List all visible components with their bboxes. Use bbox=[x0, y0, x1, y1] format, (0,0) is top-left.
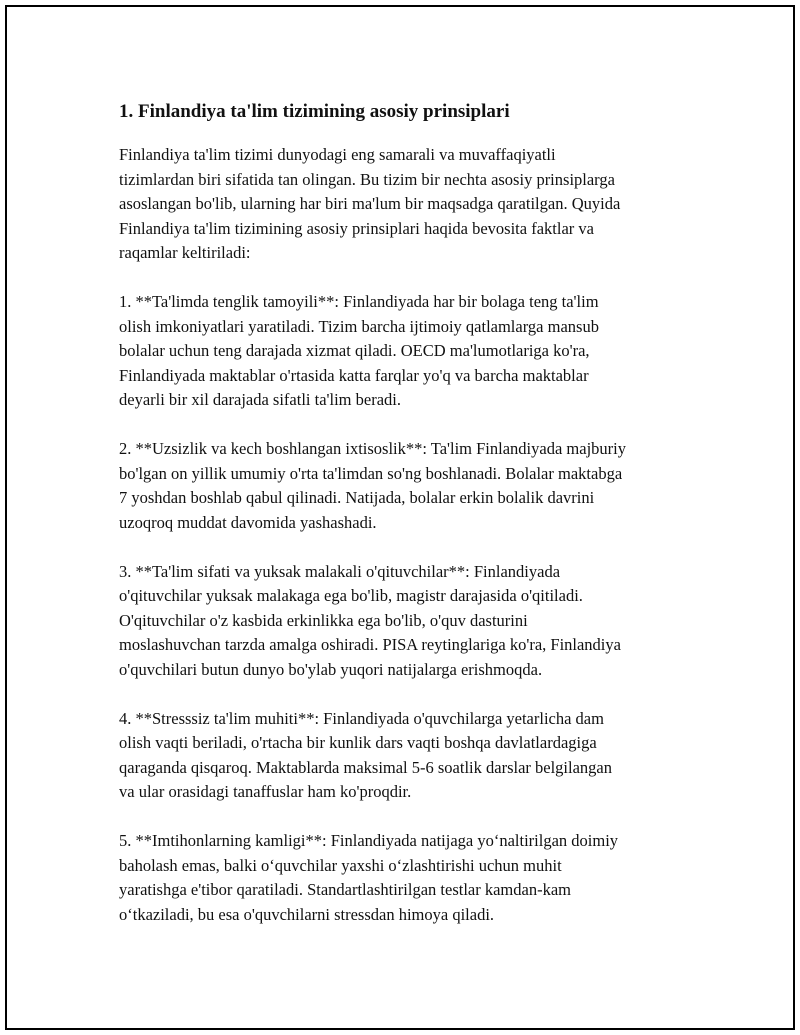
section-heading: 1. Finlandiya ta'lim tizimining asosiy prinsiplari bbox=[119, 101, 510, 122]
page-frame bbox=[5, 5, 795, 1030]
principle-4-paragraph: 4. **Stresssiz ta'lim muhiti**: Finlandiyada o'quvchilarga yetarlicha dam olish vaqti beriladi, o'rtacha bir kunlik dars vaqti boshqa davlatlardagiga qaraganda qisqaroq. Maktablarda maksimal 5-6 soatlik darslar belgilangan va ular orasidagi tanaffuslar ham ko'proqdir. bbox=[119, 708, 613, 801]
document-body bbox=[119, 99, 699, 952]
principle-2-paragraph: 2. **Uzsizlik va kech boshlangan ixtisoslik**: Ta'lim Finlandiyada majburiy bo'lgan on yillik umumiy o'rta ta'limdan so'ng boshlanadi. Bolalar maktabga 7 yoshdan boshlab qabul qilinadi. Natijada, bolalar erkin bolalik davrini uzoqroq muddat davomida yashashadi. bbox=[119, 439, 626, 532]
intro-paragraph: Finlandiya ta'lim tizimi dunyodagi eng samarali va muvaffaqiyatli tizimlardan biri sifatida tan olingan. Bu tizim bir nechta asosiy prinsiplarga asoslangan bo'lib, ularning har biri ma'lum bir maqsadga qaratilgan. Quyida Finlandiya ta'lim tizimining asosiy prinsiplari haqida bevosita faktlar va raqamlar keltiriladi: bbox=[119, 145, 621, 262]
principle-5-paragraph: 5. **Imtihonlarning kamligi**: Finlandiyada natijaga yo‘naltirilgan doimiy baholash emas, balki o‘quvchilar yaxshi o‘zlashtirishi uchun muhit yaratishga e'tibor qaratiladi. Standartlashtirilgan testlar kamdan-kam o‘tkaziladi, bu esa o'quvchilarni stressdan himoya qiladi. bbox=[119, 831, 619, 924]
principle-3-paragraph: 3. **Ta'lim sifati va yuksak malakali o'qituvchilar**: Finlandiyada o'qituvchilar yuksak malakaga ega bo'lib, magistr darajasida o'qitiladi. O'qituvchilar o'z kasbida erkinlikka ega bo'lib, o'quv dasturini moslashuvchan tarzda amalga oshiradi. PISA reytinglariga ko'ra, Finlandiya o'quvchilari butun dunyo bo'ylab yuqori natijalarga erishmoqda. bbox=[119, 561, 621, 679]
principle-1-paragraph: 1. **Ta'limda tenglik tamoyili**: Finlandiyada har bir bolaga teng ta'lim olish imkoniyatlari yaratiladi. Tizim barcha ijtimoiy qatlamlarga mansub bolalar uchun teng darajada xizmat qiladi. OECD ma'lumotlariga ko'ra, Finlandiyada maktablar o'rtasida katta farqlar yo'q va barcha maktablar deyarli bir xil darajada sifatli ta'lim beradi. bbox=[119, 292, 599, 409]
